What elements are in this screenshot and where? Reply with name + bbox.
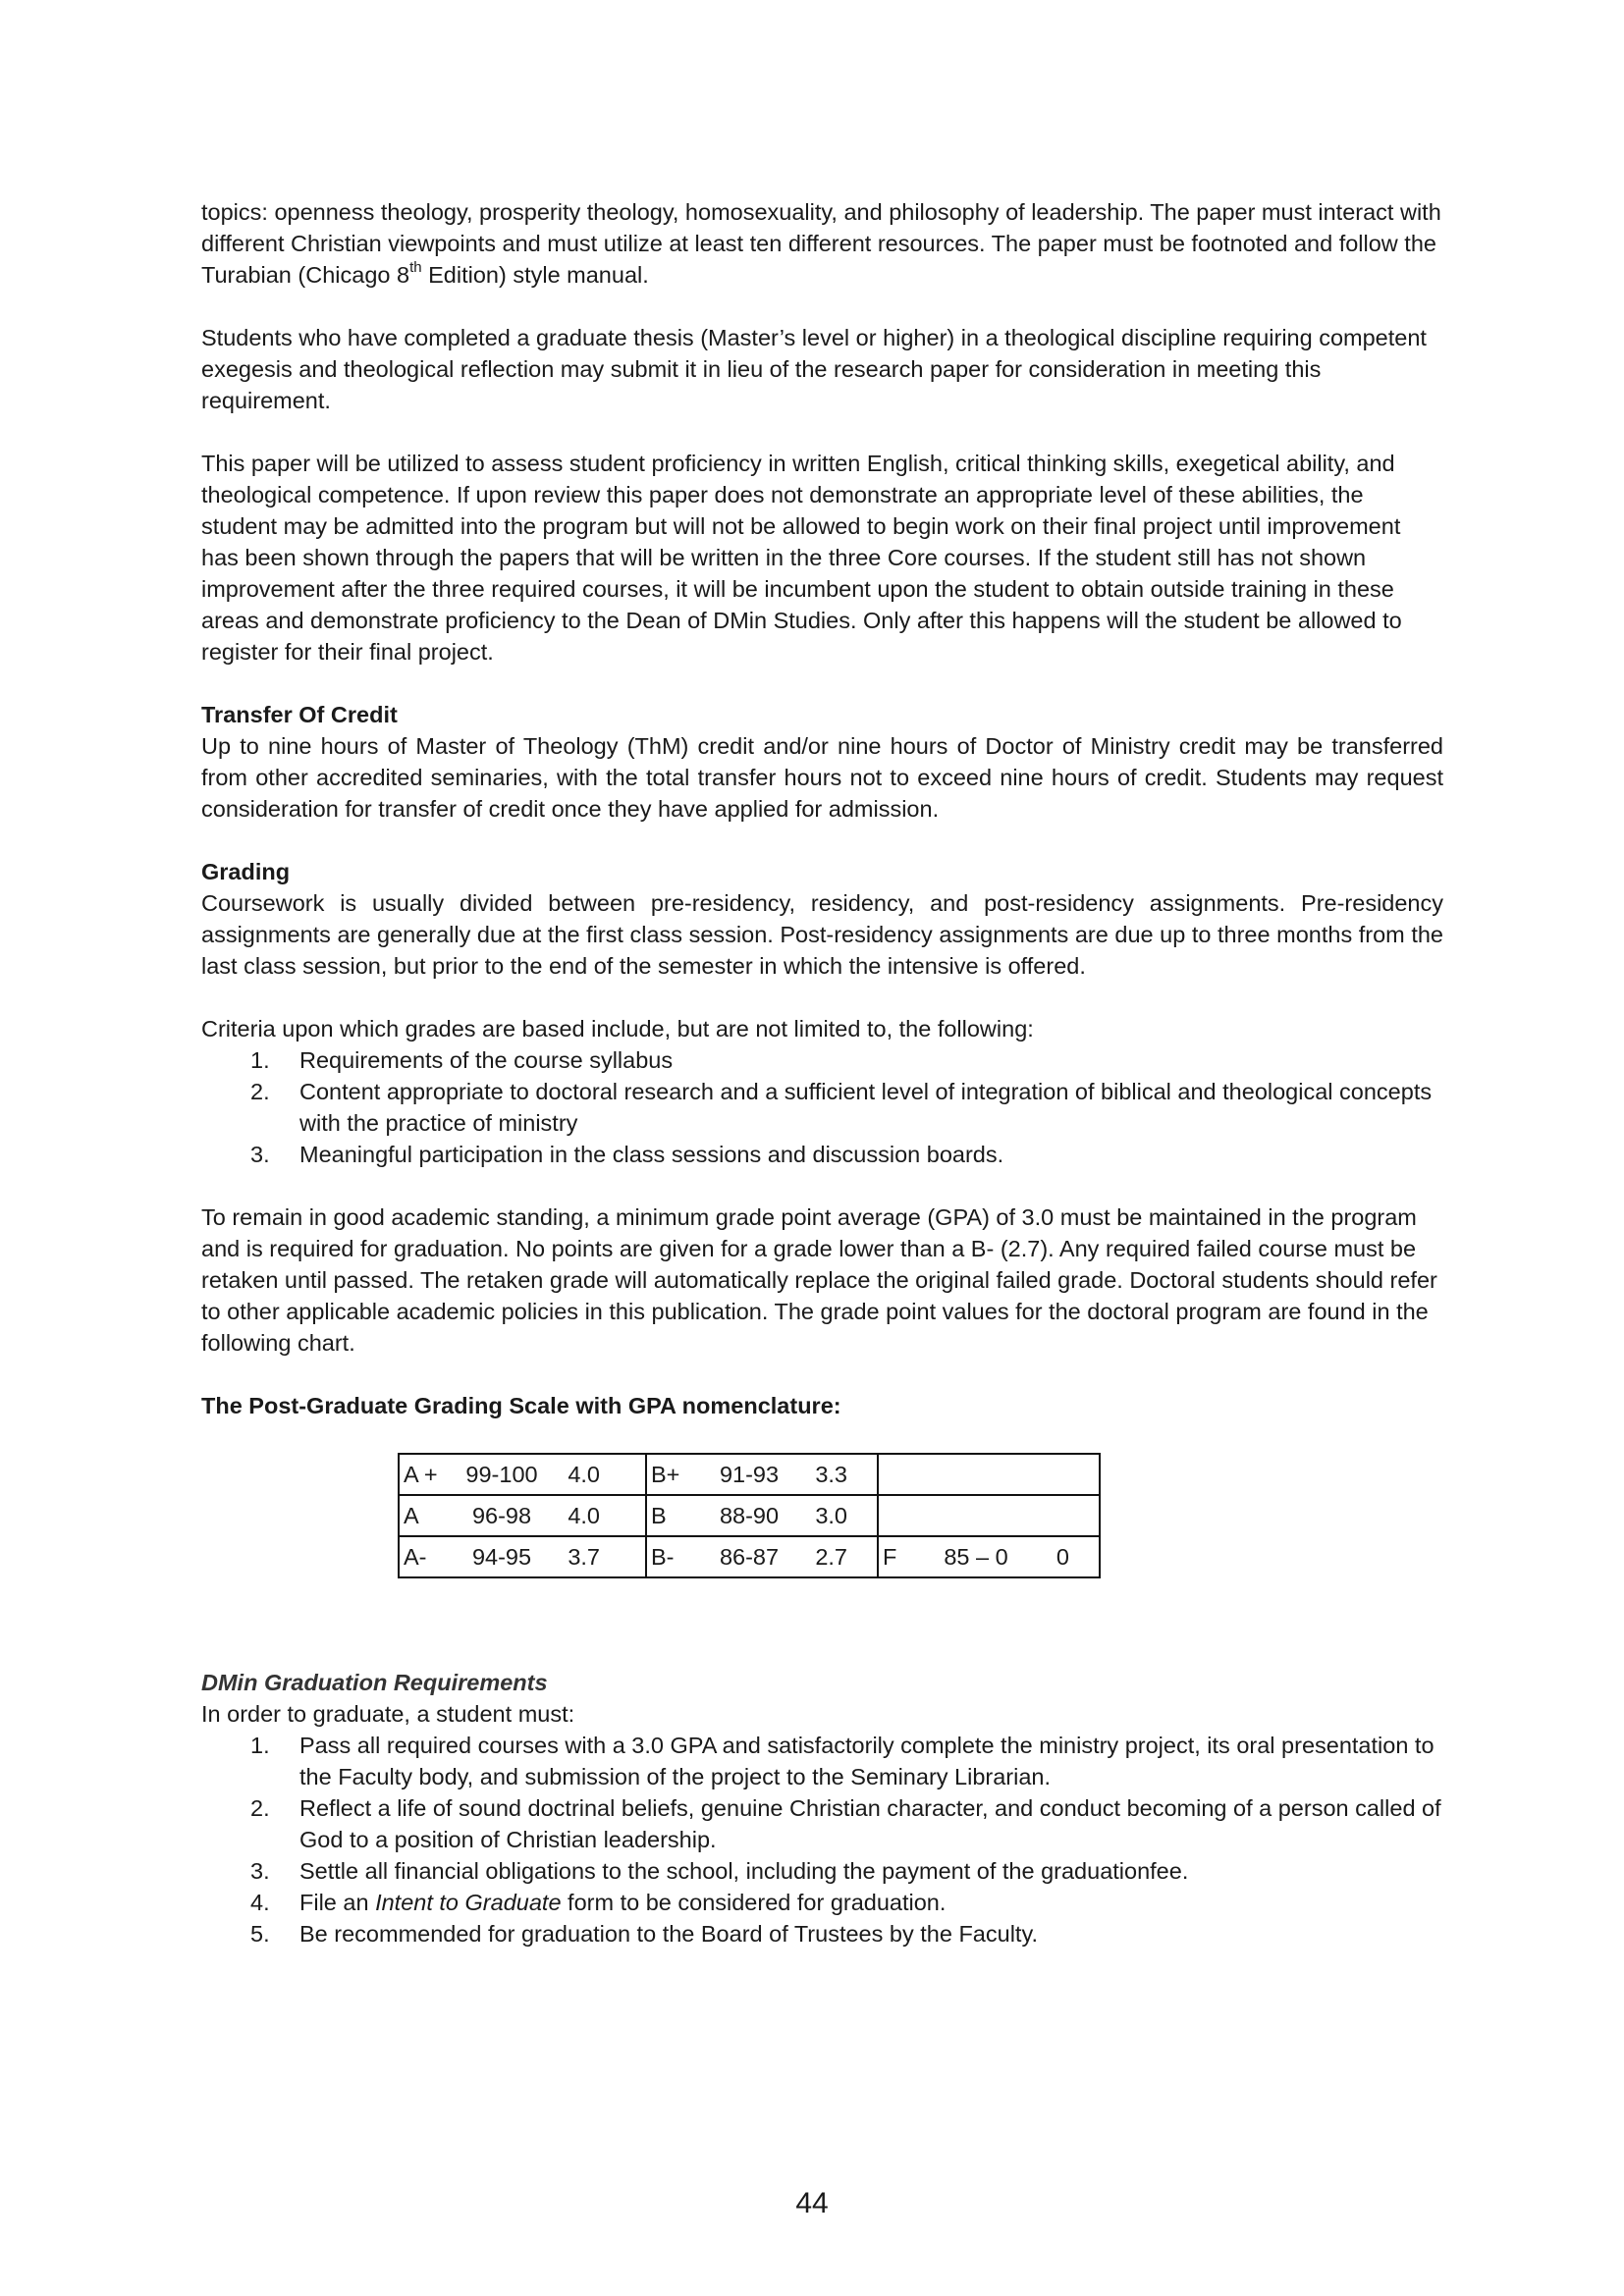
table-cell: F 85 – 0 0 (878, 1536, 1100, 1577)
table-cell: A 96-98 4.0 (399, 1495, 646, 1536)
table-cell (878, 1454, 1100, 1495)
list-item: 4. File an Intent to Graduate form to be considered for graduation. (250, 1890, 947, 1915)
table-row (399, 1495, 1100, 1536)
table-cell: B+ 91-93 3.3 (646, 1454, 878, 1495)
transfer-heading: Transfer Of Credit (201, 702, 398, 727)
criteria-list (201, 1044, 1443, 1170)
grading-body: Coursework is usually divided between pre-residency, residency, and post-residency assignments. Pre-residency assignments are generally due at the first class session. Post-residency assignments are due up to three months from the last class session, but prior to the end of the semester in which the intensive is offered. (201, 890, 1443, 979)
intro-paragraph-1: topics: openness theology, prosperity theology, homosexuality, and philosophy of leadership. The paper must interact with different Christian viewpoints and must utilize at least ten different resources. The paper must be footnoted and follow the Turabian (Chicago 8th Edition) style manual. (201, 199, 1441, 288)
intro-paragraph-3: This paper will be utilized to assess student proficiency in written English, critical thinking skills, exegetical ability, and theological competence. If upon review this paper does not demonstrate an appropriate level of these abilities, the student may be admitted into the program but will not be allowed to begin work on their final project until improvement has been shown through the papers that will be written in the three Core courses. If the student still has not shown improvement after the three required courses, it will be incumbent upon the student to obtain outside training in these areas and demonstrate proficiency to the Dean of DMin Studies. Only after this happens will the student be allowed to register for their final project. (201, 451, 1402, 665)
list-item: 2. Reflect a life of sound doctrinal beliefs, genuine Christian character, and conduct becoming of a person called of God to a position of Christian leadership. (250, 1795, 1441, 1852)
graduation-heading: DMin Graduation Requirements (201, 1670, 548, 1695)
grading-scale-table (398, 1453, 1101, 1578)
table-cell: B- 86-87 2.7 (646, 1536, 878, 1577)
transfer-body: Up to nine hours of Master of Theology (ThM) credit and/or nine hours of Doctor of Ministry credit may be transferred from other accredited seminaries, with the total transfer hours not to exceed nine hours of credit. Students may request consideration for transfer of credit once they have applied for admission. (201, 733, 1443, 822)
table-row (399, 1536, 1100, 1577)
intro-paragraph-2: Students who have completed a graduate thesis (Master’s level or higher) in a theological discipline requiring competent exegesis and theological reflection may submit it in lieu of the research paper for consideration in meeting this requirement. (201, 325, 1427, 413)
page-number: 44 (795, 2187, 829, 2219)
list-item: 5. Be recommended for graduation to the Board of Trustees by the Faculty. (250, 1921, 1038, 1947)
table-row (399, 1454, 1100, 1495)
grading-scale-heading: The Post-Graduate Grading Scale with GPA nomenclature: (201, 1393, 841, 1418)
table-cell: A + 99-100 4.0 (399, 1454, 646, 1495)
graduation-list (201, 1730, 1443, 1949)
table-cell (878, 1495, 1100, 1536)
list-item: 2. Content appropriate to doctoral research and a sufficient level of integration of biblical and theological concepts with the practice of ministry (250, 1079, 1433, 1136)
table-cell: B 88-90 3.0 (646, 1495, 878, 1536)
list-item: 1. Pass all required courses with a 3.0 GPA and satisfactorily complete the ministry project, its oral presentation to the Faculty body, and submission of the project to the Seminary Librarian. (250, 1733, 1435, 1789)
list-item: 3. Settle all financial obligations to the school, including the payment of the graduationfee. (250, 1858, 1189, 1884)
table-cell: A- 94-95 3.7 (399, 1536, 646, 1577)
criteria-intro: Criteria upon which grades are based include, but are not limited to, the following: (201, 1016, 1034, 1041)
list-item: 3. Meaningful participation in the class sessions and discussion boards. (250, 1142, 1004, 1167)
graduation-intro: In order to graduate, a student must: (201, 1701, 575, 1727)
grading-heading: Grading (201, 859, 291, 884)
document-page (201, 196, 1443, 1949)
academic-standing-paragraph: To remain in good academic standing, a minimum grade point average (GPA) of 3.0 must be maintained in the program and is required for graduation. No points are given for a grade lower than a B- (2.7). Any required failed course must be retaken until passed. The retaken grade will automatically replace the original failed grade. Doctoral students should refer to other applicable academic policies in this publication. The grade point values for the doctoral program are found in the following chart. (201, 1204, 1437, 1356)
list-item: 1. Requirements of the course syllabus (250, 1047, 674, 1073)
